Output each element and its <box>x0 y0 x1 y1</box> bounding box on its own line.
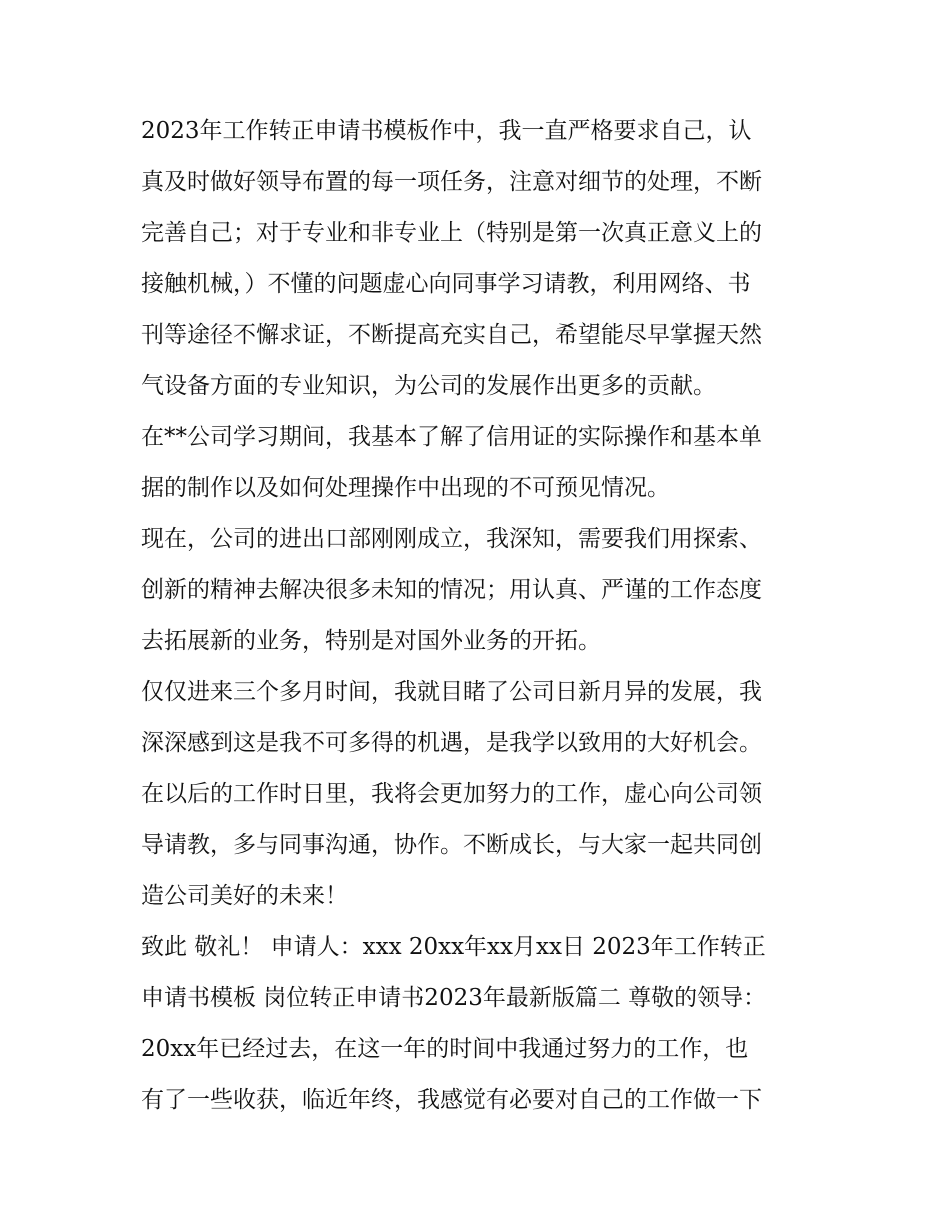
text-line: 现在，公司的进出口部刚刚成立，我深知，需要我们用探索、 <box>141 526 762 552</box>
text-line: 仅仅进来三个多月时间，我就目睹了公司日新月异的发展，我 <box>141 679 762 705</box>
text-line: 在**公司学习期间，我基本了解了信用证的实际操作和基本单 <box>141 424 762 450</box>
text-line: 气设备方面的专业知识，为公司的发展作出更多的贡献。 <box>141 373 716 399</box>
text-line: 刊等途径不懈求证，不断提高充实自己，希望能尽早掌握天然 <box>141 322 762 348</box>
text-line: 20xx年已经过去，在这一年的时间中我通过努力的工作，也 <box>141 1036 749 1062</box>
text-line: 导请教，多与同事沟通，协作。不断成长，与大家一起共同创 <box>141 832 762 858</box>
text-line: 创新的精神去解决很多未知的情况；用认真、严谨的工作态度 <box>141 577 762 603</box>
text-line: 致此 敬礼！ 申请人：xxx 20xx年xx月xx日 2023年工作转正 <box>141 934 766 960</box>
text-line: 造公司美好的未来！ <box>141 883 348 909</box>
text-line: 在以后的工作时日里，我将会更加努力的工作，虚心向公司领 <box>141 781 762 807</box>
text-line: 申请书模板 岗位转正申请书2023年最新版篇二 尊敬的领导： <box>141 985 767 1011</box>
document-body <box>141 106 813 1126</box>
text-line: 去拓展新的业务，特别是对国外业务的开拓。 <box>141 628 601 654</box>
text-line: 有了一些收获，临近年终，我感觉有必要对自己的工作做一下 <box>141 1087 762 1113</box>
text-line: 据的制作以及如何处理操作中出现的不可预见情况。 <box>141 475 670 501</box>
text-line: 接触机械，）不懂的问题虚心向同事学习请教，利用网络、书 <box>141 271 751 297</box>
text-line: 2023年工作转正申请书模板作中，我一直严格要求自己，认 <box>141 118 752 144</box>
text-line: 深深感到这是我不可多得的机遇，是我学以致用的大好机会。 <box>141 730 762 756</box>
text-line: 真及时做好领导布置的每一项任务，注意对细节的处理，不断 <box>141 169 762 195</box>
text-line: 完善自己；对于专业和非专业上（特别是第一次真正意义上的 <box>141 220 762 246</box>
